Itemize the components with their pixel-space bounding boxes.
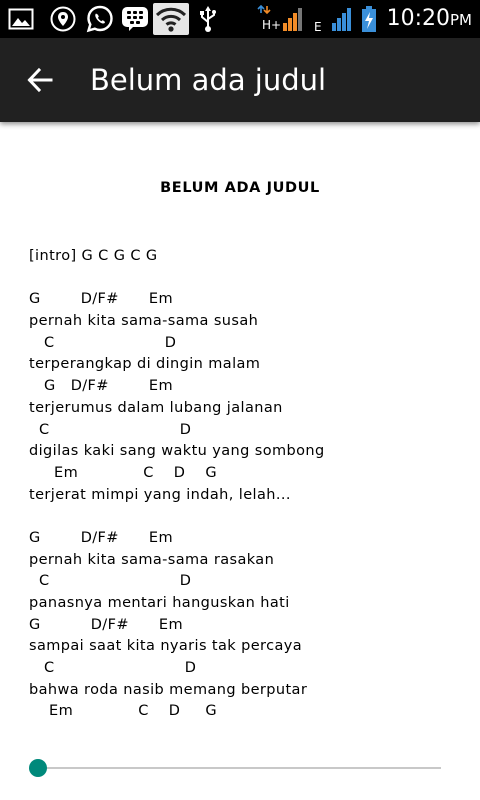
network-type-label: H+: [262, 18, 282, 32]
lyric-line: Em C D G: [29, 464, 218, 481]
lyric-line: C D: [29, 660, 197, 677]
lyric-line: terperangkap di dingin malam: [29, 356, 261, 373]
signal-icon: [312, 5, 362, 33]
lyric-line: Em C D G: [29, 703, 218, 720]
lyric-line: panasnya mentari hanguskan hati: [29, 595, 290, 611]
signal-icon: [256, 5, 306, 33]
page-title: Belum ada judul: [90, 63, 327, 97]
status-bar: [0, 0, 480, 38]
status-clock: [387, 4, 472, 35]
location-icon: [48, 5, 78, 33]
lyric-line: sampai saat kita nyaris tak percaya: [29, 638, 302, 655]
lyric-line: G D/F# Em: [29, 529, 173, 546]
seek-bar-thumb[interactable]: [29, 759, 47, 777]
wifi-icon: [152, 5, 190, 33]
song-content[interactable]: [0, 122, 480, 742]
chord-lyrics: [29, 246, 325, 723]
lyric-line: pernah kita sama-sama rasakan: [29, 551, 275, 568]
lyric-line: terjerat mimpi yang indah, lelah...: [29, 486, 291, 503]
lyric-line: [29, 506, 325, 528]
clock-ampm: PM: [450, 11, 472, 29]
lyric-line: [intro] G C G C G: [29, 248, 158, 264]
lyric-line: G D/F# Em: [29, 616, 184, 633]
gallery-icon: [6, 5, 36, 33]
lyric-line: C D: [29, 573, 192, 590]
song-title: BELUM ADA JUDUL: [160, 180, 320, 196]
lyric-line: bahwa roda nasib memang berputar: [29, 681, 308, 698]
app-bar: [0, 38, 480, 122]
arrow-back-icon: [27, 67, 53, 93]
lyric-line: G D/F# Em: [29, 378, 173, 395]
lyric-line: C D: [29, 421, 192, 438]
clock-time: 10:20: [386, 6, 450, 31]
network-type-label: E: [314, 20, 322, 33]
lyric-line: digilas kaki sang waktu yang sombong: [29, 443, 325, 460]
battery-charging-icon: [358, 5, 380, 33]
lyric-line: terjerumus dalam lubang jalanan: [29, 399, 283, 416]
back-button[interactable]: [16, 56, 64, 104]
bbm-icon: [120, 5, 150, 33]
lyric-line: C D: [29, 334, 177, 351]
lyric-line: [29, 268, 325, 290]
seek-bar-track[interactable]: [38, 767, 441, 769]
lyric-line: pernah kita sama-sama susah: [29, 313, 259, 330]
usb-icon: [196, 5, 220, 33]
lyric-line: G D/F# Em: [29, 291, 173, 308]
whatsapp-icon: [84, 5, 116, 33]
